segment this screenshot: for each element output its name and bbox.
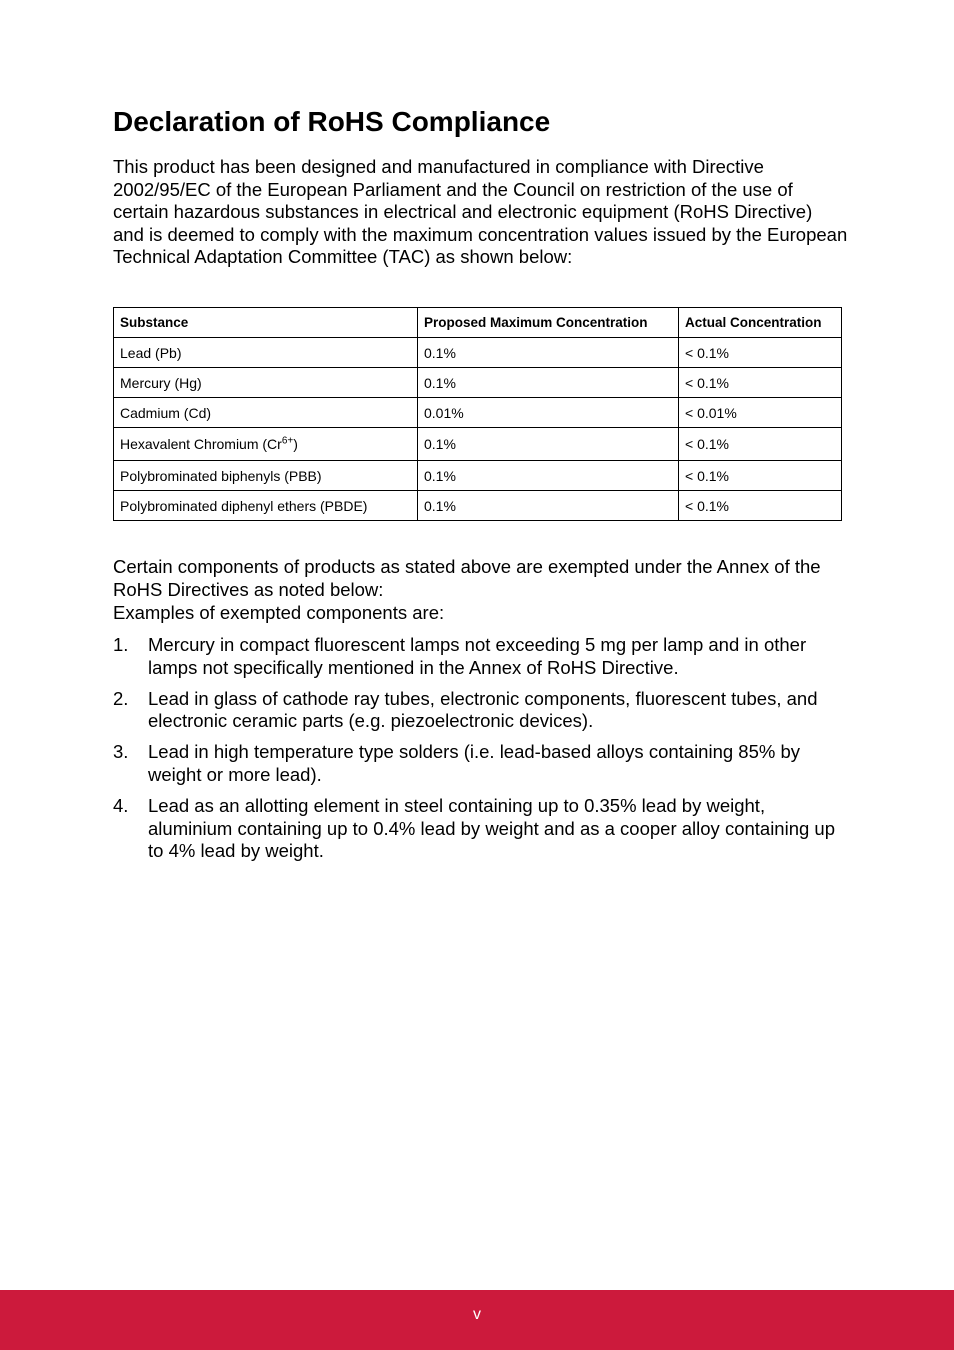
- substance-cell: Polybrominated biphenyls (PBB): [114, 461, 418, 491]
- actual-concentration-cell: < 0.1%: [679, 461, 842, 491]
- substance-cell: [114, 428, 418, 461]
- intro-paragraph: This product has been designed and manufactured in compliance with Directive 2002/95/EC of the European Parliament and the Council on restriction of the use of certain hazardous substances in electrical and electronic equipment (RoHS Directive) and is deemed to comply with the maximum concentration values issued by the European Technical Adaptation Committee (TAC) as shown below:: [113, 156, 848, 268]
- list-text: Mercury in compact fluorescent lamps not exceeding 5 mg per lamp and in other lamps not specifically mentioned in the Annex of RoHS Directive.: [148, 634, 807, 678]
- table-row: [114, 461, 842, 491]
- max-concentration-cell: 0.1%: [418, 368, 679, 398]
- rohs-table: [113, 307, 842, 521]
- table-row: [114, 428, 842, 461]
- examples-heading: Examples of exempted components are:: [113, 602, 445, 623]
- substance-cell: Mercury (Hg): [114, 368, 418, 398]
- substance-suffix: ): [293, 436, 298, 452]
- list-text: Lead in glass of cathode ray tubes, electronic components, fluorescent tubes, and electronic ceramic parts (e.g. piezoelectronic devices).: [148, 687, 818, 732]
- table-header-row: [114, 308, 842, 338]
- list-number: 4.: [113, 795, 129, 817]
- actual-concentration-cell: < 0.01%: [679, 398, 842, 428]
- substance-cell: Polybrominated diphenyl ethers (PBDE): [114, 491, 418, 521]
- oxidation-state: 6+: [281, 435, 294, 447]
- list-item: [113, 795, 843, 863]
- footer-bar: [0, 1290, 954, 1350]
- substance-name: Hexavalent Chromium (Cr: [120, 436, 282, 452]
- table-row: [114, 491, 842, 521]
- max-concentration-cell: 0.1%: [418, 338, 679, 368]
- page-title: Declaration of RoHS Compliance: [113, 106, 551, 137]
- table-row: [114, 398, 842, 428]
- actual-concentration-cell: < 0.1%: [679, 428, 842, 461]
- header-substance: Substance: [114, 308, 418, 338]
- substance-cell: Lead (Pb): [114, 338, 418, 368]
- actual-concentration-cell: < 0.1%: [679, 338, 842, 368]
- header-max-concentration: Proposed Maximum Concentration: [418, 308, 679, 338]
- max-concentration-cell: 0.1%: [418, 491, 679, 521]
- table-row: [114, 368, 842, 398]
- list-item: [113, 741, 843, 786]
- max-concentration-cell: 0.01%: [418, 398, 679, 428]
- substance-cell: Cadmium (Cd): [114, 398, 418, 428]
- header-actual-concentration: Actual Concentration: [679, 308, 842, 338]
- list-number: 1.: [113, 634, 129, 655]
- list-number: 2.: [113, 687, 129, 709]
- exemption-note: Certain components of products as stated above are exempted under the Annex of the RoHS Directives as noted below:: [113, 556, 821, 600]
- actual-concentration-cell: < 0.1%: [679, 368, 842, 398]
- table-row: [114, 338, 842, 368]
- exemptions-list: [113, 634, 843, 871]
- page-number: v: [473, 1306, 481, 1323]
- list-item: [113, 634, 843, 679]
- list-number: 3.: [113, 741, 129, 763]
- list-item: [113, 688, 843, 733]
- max-concentration-cell: 0.1%: [418, 461, 679, 491]
- actual-concentration-cell: < 0.1%: [679, 491, 842, 521]
- max-concentration-cell: 0.1%: [418, 428, 679, 461]
- list-text: Lead in high temperature type solders (i.e. lead-based alloys containing 85% by weight or more lead).: [148, 741, 801, 785]
- list-text: Lead as an allotting element in steel containing up to 0.35% lead by weight, aluminium containing up to 0.4% lead by weight and as a cooper alloy containing up to 4% lead by weight.: [148, 795, 836, 862]
